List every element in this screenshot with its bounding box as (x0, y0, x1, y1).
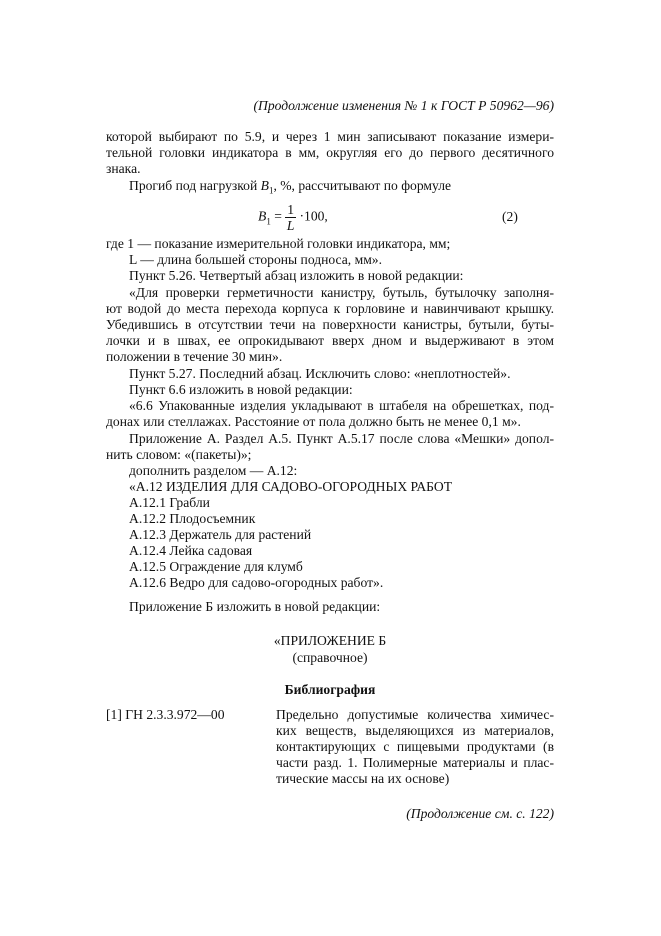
reference-text-line: ких веществ, выделяющихся из материалов, (276, 723, 554, 738)
text-line: Приложение А. Раздел А.5. Пункт А.5.17 после слова «Мешки» допол- (129, 431, 554, 446)
text-line: «6.6 Упакованные изделия укладывают в штабеля на обрешетках, под- (129, 398, 554, 413)
text-line: Пункт 5.26. Четвертый абзац изложить в новой редакции: (129, 268, 464, 283)
reference-id: [1] ГН 2.3.3.972—00 (106, 707, 225, 722)
reference-text-line: тические массы на их основе) (276, 771, 450, 786)
text-span: , %, рассчитывают по формуле (273, 178, 452, 193)
text-line: дополнить разделом — А.12: (129, 463, 298, 478)
text-line: лочки и в швах, ее опрокидывают вверх дном и выдерживают в этом (106, 333, 554, 348)
list-item: А.12.6 Ведро для садово-огородных работ». (129, 575, 384, 590)
text-line: Пункт 6.6 изложить в новой редакции: (129, 382, 353, 397)
footer-continuation: (Продолжение см. с. 122) (406, 806, 554, 821)
text-line: Приложение Б изложить в новой редакции: (129, 599, 381, 614)
formula-lhs-subscript: 1 (266, 216, 271, 227)
text-line (129, 178, 451, 199)
text-line: тельной головки индикатора в мм, округляя его до первого десятичного (106, 145, 554, 160)
list-item: А.12.3 Держатель для растений (129, 527, 312, 542)
list-item: А.12.5 Ограждение для клумб (129, 559, 303, 574)
text-line: L — длина большей стороны подноса, мм». (129, 252, 382, 267)
variable-subscript: 1 (268, 185, 274, 196)
text-span: Прогиб под нагрузкой (129, 178, 261, 193)
text-line: нить словом: «(пакеты)»; (106, 447, 252, 462)
text-line: которой выбирают по 5.9, и через 1 мин записывают показание измери- (106, 129, 554, 144)
appendix-subtitle: (справочное) (292, 650, 368, 665)
formula-denominator: L (286, 218, 295, 233)
list-item: А.12.1 Грабли (129, 495, 210, 510)
list-item: А.12.2 Плодосъемник (129, 511, 256, 526)
list-item: А.12.4 Лейка садовая (129, 543, 253, 558)
header-continuation: (Продолжение изменения № 1 к ГОСТ Р 50962—96) (253, 98, 554, 113)
text-line: донах или стеллажах. Расстояние от пола должно быть не менее 0,1 м». (106, 414, 521, 429)
formula (258, 202, 328, 233)
bibliography-heading: Библиография (284, 682, 376, 697)
reference-text-line: контактирующих с пищевыми продуктами (в (276, 739, 554, 754)
formula-lhs: B (258, 208, 267, 224)
appendix-title: «ПРИЛОЖЕНИЕ Б (273, 633, 387, 648)
formula-numerator: 1 (287, 202, 295, 217)
formula-equals: = (274, 208, 282, 224)
formula-rest: ·100, (299, 208, 328, 224)
text-line: где 1 — показание измерительной головки индикатора, мм; (106, 236, 451, 251)
text-line: Пункт 5.27. Последний абзац. Исключить слово: «неплотностей». (129, 366, 511, 381)
reference-text-line: Предельно допустимые количества химичес- (276, 707, 554, 722)
formula-fraction (285, 202, 296, 233)
text-line: Убедившись в отсутствии течи на поверхности канистры, бутыли, буты- (106, 317, 554, 332)
text-line: «Для проверки герметичности канистру, бутыль, бутылочку заполня- (129, 285, 554, 300)
text-line: ют водой до места перехода корпуса к горловине и навинчивают крышку. (106, 301, 554, 316)
text-line: положении в течение 30 мин». (106, 349, 283, 364)
reference-text-line: части разд. 1. Полимерные материалы и плас- (276, 755, 554, 770)
variable-B: B (260, 178, 269, 193)
section-heading-a12: «А.12 ИЗДЕЛИЯ ДЛЯ САДОВО-ОГОРОДНЫХ РАБОТ (129, 479, 453, 494)
formula-number: (2) (502, 209, 518, 224)
text-line: знака. (106, 161, 141, 176)
